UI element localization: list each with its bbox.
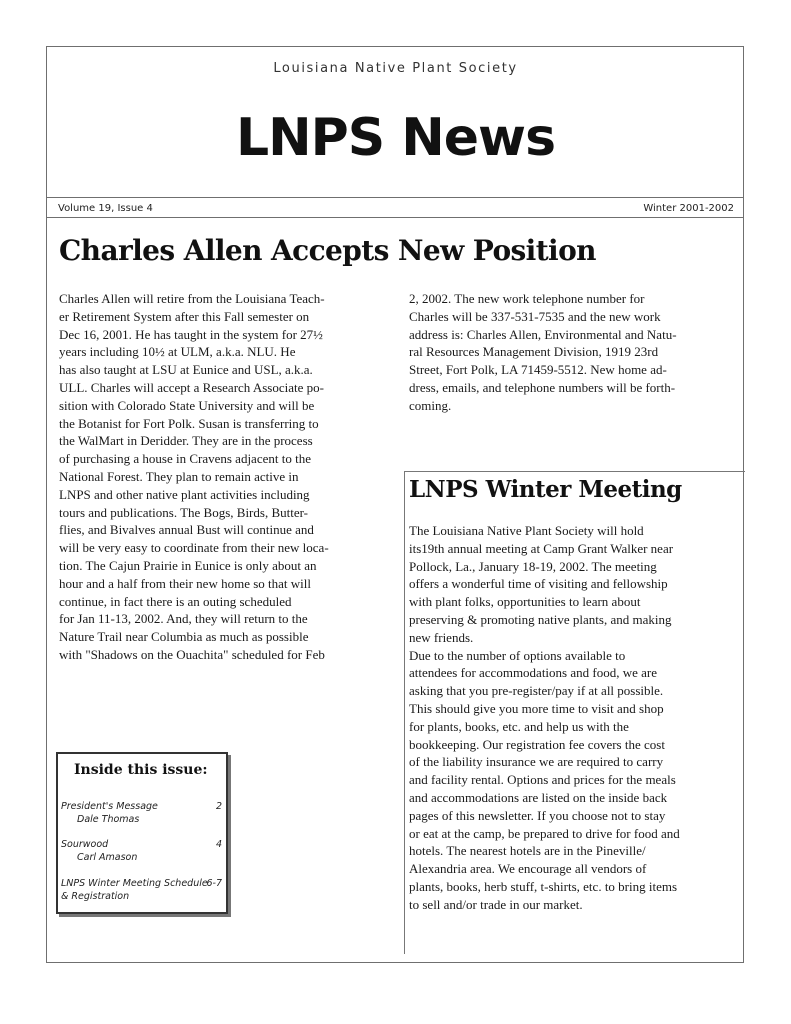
winter-meeting-title: LNPS Winter Meeting	[409, 476, 682, 503]
text-line: flies, and Bivalves annual Bust will continue and	[59, 522, 314, 538]
text-line: continue, in fact there is an outing scheduled	[59, 593, 292, 609]
text-line: Dec 16, 2001. He has taught in the system for 27½	[59, 326, 323, 342]
text-line: preserving & promoting native plants, and making	[409, 611, 672, 627]
text-line: Pollock, La., January 18-19, 2002. The meeting	[409, 558, 657, 574]
text-line: its19th annual meeting at Camp Grant Walker near	[409, 540, 674, 556]
toc-item-page: 2	[215, 801, 222, 812]
toc-item-page: 6-7	[206, 878, 222, 889]
text-line: tours and publications. The Bogs, Birds, Butter-	[59, 504, 309, 520]
lead-article-column-1	[59, 290, 329, 664]
text-line: plants, books, herb stuff, t-shirts, etc. to bring items	[409, 878, 678, 894]
text-line: of the liability insurance we are required to carry	[409, 754, 664, 770]
text-line: er Retirement System after this Fall semester on	[59, 308, 310, 324]
text-line: 2, 2002. The new work telephone number for	[409, 291, 645, 306]
text-line: pages of this newsletter. If you choose not to stay	[409, 807, 666, 823]
toc-item-author: & Registration	[61, 891, 130, 902]
text-line: Charles Allen will retire from the Louisiana Teach-	[59, 291, 325, 306]
lead-article-column-2	[409, 290, 677, 415]
text-line: Due to the number of options available to	[409, 647, 626, 663]
text-line: National Forest. They plan to remain active in	[59, 468, 299, 484]
toc-item	[61, 838, 222, 864]
inside-this-issue-box	[56, 752, 228, 914]
text-line: for plants, books, etc. and help us with the	[409, 718, 629, 734]
text-line: attendees for accommodations and food, we are	[409, 665, 657, 681]
toc-item-title: Sourwood	[61, 839, 109, 850]
text-line: or eat at the camp, be prepared to drive for food and	[409, 825, 680, 841]
toc-item-author: Carl Amason	[77, 852, 138, 863]
organization-name: Louisiana Native Plant Society	[273, 61, 518, 76]
text-line: LNPS and other native plant activities including	[59, 486, 310, 502]
text-line: Alexandria area. We encourage all vendors of	[409, 861, 647, 877]
text-line: has also taught at LSU at Eunice and USL, a.k.a.	[59, 362, 313, 378]
lead-headline: Charles Allen Accepts New Position	[59, 234, 596, 267]
issue-date: Winter 2001-2002	[643, 203, 734, 214]
text-line: new friends.	[409, 629, 474, 645]
text-line: asking that you pre-register/pay if at all possible.	[409, 683, 664, 699]
toc-item	[61, 877, 222, 903]
text-line: the WalMart in Deridder. They are in the process	[59, 433, 313, 449]
masthead-rule-bottom	[46, 217, 744, 218]
winter-meeting-body	[409, 522, 680, 914]
text-line: to sell and/or trade in our market.	[409, 896, 583, 912]
text-line: Nature Trail near Columbia as much as possible	[59, 629, 309, 645]
volume-issue: Volume 19, Issue 4	[58, 203, 153, 214]
toc-item	[61, 800, 222, 826]
text-line: bookkeeping. Our registration fee covers the cost	[409, 736, 665, 752]
toc-item-title: President's Message	[61, 801, 158, 812]
newsletter-title: LNPS News	[235, 108, 556, 168]
text-line: ral Resources Management Division, 1919 23rd	[409, 344, 659, 360]
text-line: of purchasing a house in Cravens adjacent to the	[59, 451, 311, 467]
text-line: hour and a half from their new home so that will	[59, 575, 311, 591]
toc-item-author: Dale Thomas	[77, 814, 140, 825]
text-line: address is: Charles Allen, Environmental and Natu-	[409, 326, 677, 342]
text-line: and facility rental. Options and prices for the meals	[409, 772, 676, 788]
text-line: for Jan 11-13, 2002. And, they will return to the	[59, 611, 308, 627]
text-line: and accommodations are listed on the inside back	[409, 789, 668, 805]
inside-this-issue-title: Inside this issue:	[74, 762, 208, 778]
text-line: The Louisiana Native Plant Society will hold	[409, 523, 644, 538]
toc-item-title: LNPS Winter Meeting Schedule	[61, 878, 208, 889]
text-line: sition with Colorado State University and will be	[59, 397, 315, 413]
text-line: ULL. Charles will accept a Research Associate po-	[59, 379, 324, 395]
text-line: dress, emails, and telephone numbers will be forth-	[409, 379, 676, 395]
text-line: Street, Fort Polk, LA 71459-5512. New home ad-	[409, 362, 667, 378]
text-line: with "Shadows on the Ouachita" scheduled for Feb	[59, 646, 325, 662]
text-line: coming.	[409, 397, 452, 413]
text-line: offers a wonderful time of visiting and fellowship	[409, 576, 668, 592]
text-line: with plant folks, opportunities to learn about	[409, 594, 641, 610]
text-line: hotels. The nearest hotels are in the Pineville/	[409, 843, 646, 859]
text-line: years including 10½ at ULM, a.k.a. NLU. He	[59, 344, 296, 360]
toc-item-page: 4	[215, 839, 222, 850]
masthead-rule-top	[46, 197, 744, 198]
text-line: the Botanist for Fort Polk. Susan is transferring to	[59, 415, 319, 431]
text-line: This should give you more time to visit and shop	[409, 700, 664, 716]
text-line: Charles will be 337-531-7535 and the new work	[409, 308, 661, 324]
text-line: will be very easy to coordinate from their new loca-	[59, 540, 329, 556]
text-line: tion. The Cajun Prairie in Eunice is only about an	[59, 557, 317, 573]
